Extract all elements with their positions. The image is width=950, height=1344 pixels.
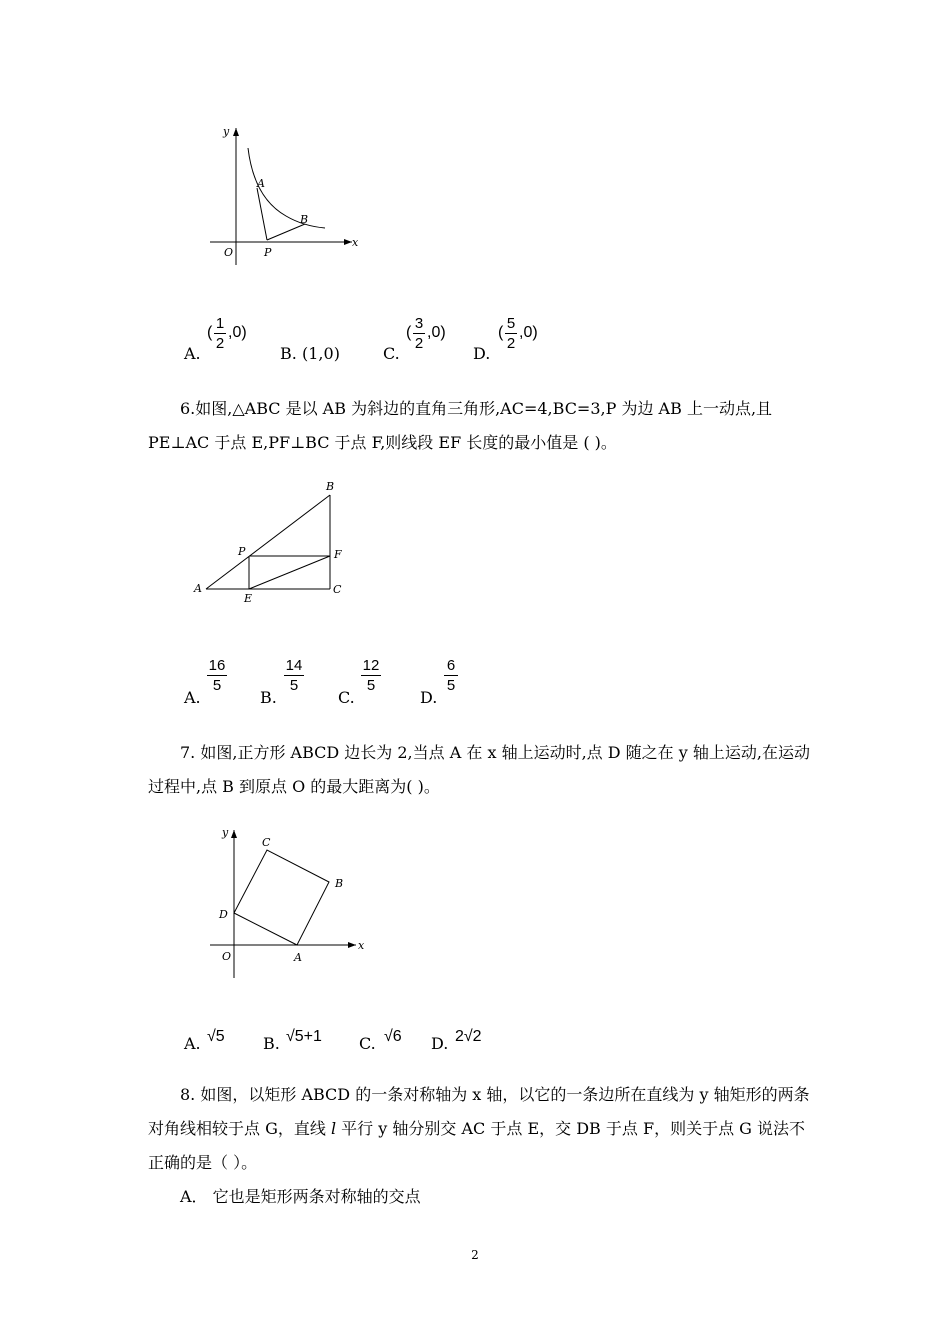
q7-option-b-value: √5+1 — [286, 1028, 322, 1045]
q5-figure — [200, 120, 370, 270]
q5-option-a-label: A. — [184, 344, 201, 363]
q5-option-b-value: (1,0) — [302, 344, 340, 363]
q5-option-c-fraction: 3 2 — [414, 315, 424, 352]
q5-option-d-close: ,0) — [519, 324, 538, 341]
q5-option-c-open: ( — [406, 324, 412, 341]
q6-label-e: E — [244, 592, 253, 605]
q6-option-d-fraction: 6 5 — [444, 657, 458, 694]
q5-label-a: A — [257, 177, 265, 190]
q6-label-p: P — [238, 545, 246, 558]
q5-option-b-label: B. — [280, 344, 297, 363]
q7-option-b-label: B. — [263, 1034, 280, 1053]
q6-option-a-fraction: 16 5 — [208, 657, 226, 694]
q6-option-c-fraction: 12 5 — [362, 657, 380, 694]
q7-option-d-value: 2√2 — [455, 1028, 482, 1045]
q5-option-d-label: D. — [473, 344, 491, 363]
q6-text: 6.如图,△ABC 是以 AB 为斜边的直角三角形,AC=4,BC=3,P 为边 AB 上一动点,且 PE⊥AC 于点 E,PF⊥BC 于点 F,则线段 EF 长度的最小值是 ( )。 — [148, 399, 773, 452]
q7-option-d-label: D. — [431, 1034, 449, 1053]
q8-question — [148, 1078, 813, 1214]
q7-question — [148, 736, 813, 804]
q6-option-b-label: B. — [260, 688, 277, 707]
q5-option-c-label: C. — [383, 344, 400, 363]
q6-figure — [190, 478, 360, 608]
page-number: 2 — [471, 1248, 479, 1262]
q6-option-b-fraction: 14 5 — [285, 657, 303, 694]
q7-label-a: A — [294, 951, 302, 964]
q6-option-a-label: A. — [184, 688, 201, 707]
q8-text: 8. 如图，以矩形 ABCD 的一条对称轴为 x 轴，以它的一条边所在直线为 y 轴矩形的两条对角线相较于点 G，直线 l 平行 y 轴分别交 AC 于点 E，交 DB 于点 F，则关于点 G 说法不正确的是（ ）。 — [148, 1085, 810, 1172]
q5-label-o: O — [224, 246, 234, 259]
q6-option-c-label: C. — [338, 688, 355, 707]
q6-label-b: B — [326, 480, 335, 493]
q7-label-c: C — [262, 836, 271, 849]
q5-label-x: x — [352, 236, 359, 249]
q7-figure — [200, 820, 380, 985]
q5-option-d-open: ( — [498, 324, 504, 341]
q6-question — [148, 392, 813, 460]
q6-option-d-label: D. — [420, 688, 438, 707]
q8-line-l: l — [330, 1119, 337, 1138]
q7-label-y: y — [222, 826, 229, 839]
q7-option-a-value: √5 — [207, 1028, 225, 1045]
q5-label-b: B — [300, 213, 309, 226]
q7-label-b: B — [335, 877, 344, 890]
q5-option-a-close: ,0) — [228, 324, 247, 341]
q7-label-x: x — [358, 939, 365, 952]
q8-option-a: A． 它也是矩形两条对称轴的交点 — [180, 1187, 421, 1206]
q5-label-y: y — [223, 125, 230, 138]
q5-option-c-close: ,0) — [427, 324, 446, 341]
q7-label-o: O — [222, 950, 232, 963]
q6-label-a: A — [194, 582, 202, 595]
q7-label-d: D — [219, 908, 228, 921]
q6-label-f: F — [334, 548, 342, 561]
q7-option-c-value: √6 — [384, 1028, 402, 1045]
q5-option-a-fraction: 1 2 — [215, 315, 225, 352]
q7-option-c-label: C. — [359, 1034, 376, 1053]
q7-option-a-label: A. — [184, 1034, 201, 1053]
q5-label-p: P — [264, 246, 272, 259]
q5-option-a-open: ( — [207, 324, 213, 341]
q5-option-d-fraction: 5 2 — [506, 315, 516, 352]
q7-text: 7. 如图,正方形 ABCD 边长为 2,当点 A 在 x 轴上运动时,点 D 随之在 y 轴上运动,在运动过程中,点 B 到原点 O 的最大距离为( )。 — [148, 743, 810, 796]
q6-label-c: C — [333, 583, 342, 596]
